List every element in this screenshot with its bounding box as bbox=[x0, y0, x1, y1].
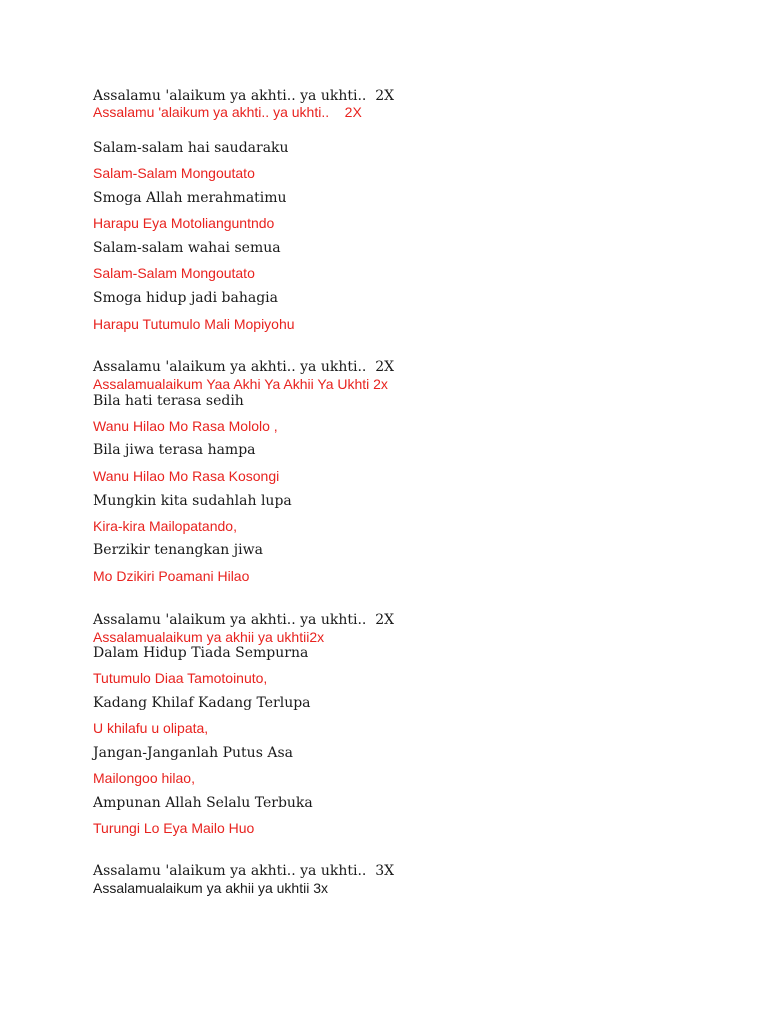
lyric-line: Mungkin kita sudahlah lupa bbox=[93, 493, 292, 509]
refrain-line: Assalamu 'alaikum ya akhti.. ya ukhti.. 2X bbox=[93, 612, 395, 628]
lyric-line: Smoga Allah merahmatimu bbox=[93, 190, 287, 206]
lyric-line: Bila hati terasa sedih bbox=[93, 393, 244, 409]
translation-line: Tutumulo Diaa Tamotoinuto, bbox=[93, 670, 268, 686]
refrain-translation-line: Assalamualaikum ya akhii ya ukhtii 3x bbox=[93, 880, 328, 896]
refrain-translation-line: Assalamu 'alaikum ya akhti.. ya ukhti.. 2X bbox=[93, 104, 362, 120]
translation-line: Salam-Salam Mongoutato bbox=[93, 265, 255, 281]
lyric-line: Salam-salam wahai semua bbox=[93, 240, 281, 256]
translation-line: Wanu Hilao Mo Rasa Kosongi bbox=[93, 468, 280, 484]
refrain-translation-line: Assalamualaikum ya akhii ya ukhtii2x bbox=[93, 629, 325, 645]
translation-line: Harapu Eya Motolianguntndo bbox=[93, 215, 275, 231]
lyric-line: Bila jiwa terasa hampa bbox=[93, 442, 256, 458]
refrain-line: Assalamu 'alaikum ya akhti.. ya ukhti.. 2X bbox=[93, 88, 395, 104]
refrain-line: Assalamu 'alaikum ya akhti.. ya ukhti.. 2X bbox=[93, 359, 395, 375]
translation-line: Harapu Tutumulo Mali Mopiyohu bbox=[93, 316, 295, 332]
lyric-line: Salam-salam hai saudaraku bbox=[93, 140, 289, 156]
lyric-line: Jangan-Janganlah Putus Asa bbox=[93, 745, 293, 761]
translation-line: Mailongoo hilao, bbox=[93, 770, 195, 786]
translation-line: Kira-kira Mailopatando, bbox=[93, 518, 237, 534]
lyric-line: Dalam Hidup Tiada Sempurna bbox=[93, 645, 309, 661]
lyric-line: Smoga hidup jadi bahagia bbox=[93, 290, 278, 306]
refrain-translation-line: Assalamualaikum Yaa Akhi Ya Akhii Ya Ukhti 2x bbox=[93, 376, 388, 392]
refrain-line: Assalamu 'alaikum ya akhti.. ya ukhti.. 3X bbox=[93, 863, 395, 879]
translation-line: U khilafu u olipata, bbox=[93, 720, 209, 736]
translation-line: Mo Dzikiri Poamani Hilao bbox=[93, 568, 250, 584]
translation-line: Salam-Salam Mongoutato bbox=[93, 165, 255, 181]
lyric-line: Ampunan Allah Selalu Terbuka bbox=[93, 795, 313, 811]
translation-line: Turungi Lo Eya Mailo Huo bbox=[93, 820, 255, 836]
translation-line: Wanu Hilao Mo Rasa Mololo , bbox=[93, 418, 278, 434]
lyric-line: Kadang Khilaf Kadang Terlupa bbox=[93, 695, 311, 711]
lyric-line: Berzikir tenangkan jiwa bbox=[93, 542, 263, 558]
